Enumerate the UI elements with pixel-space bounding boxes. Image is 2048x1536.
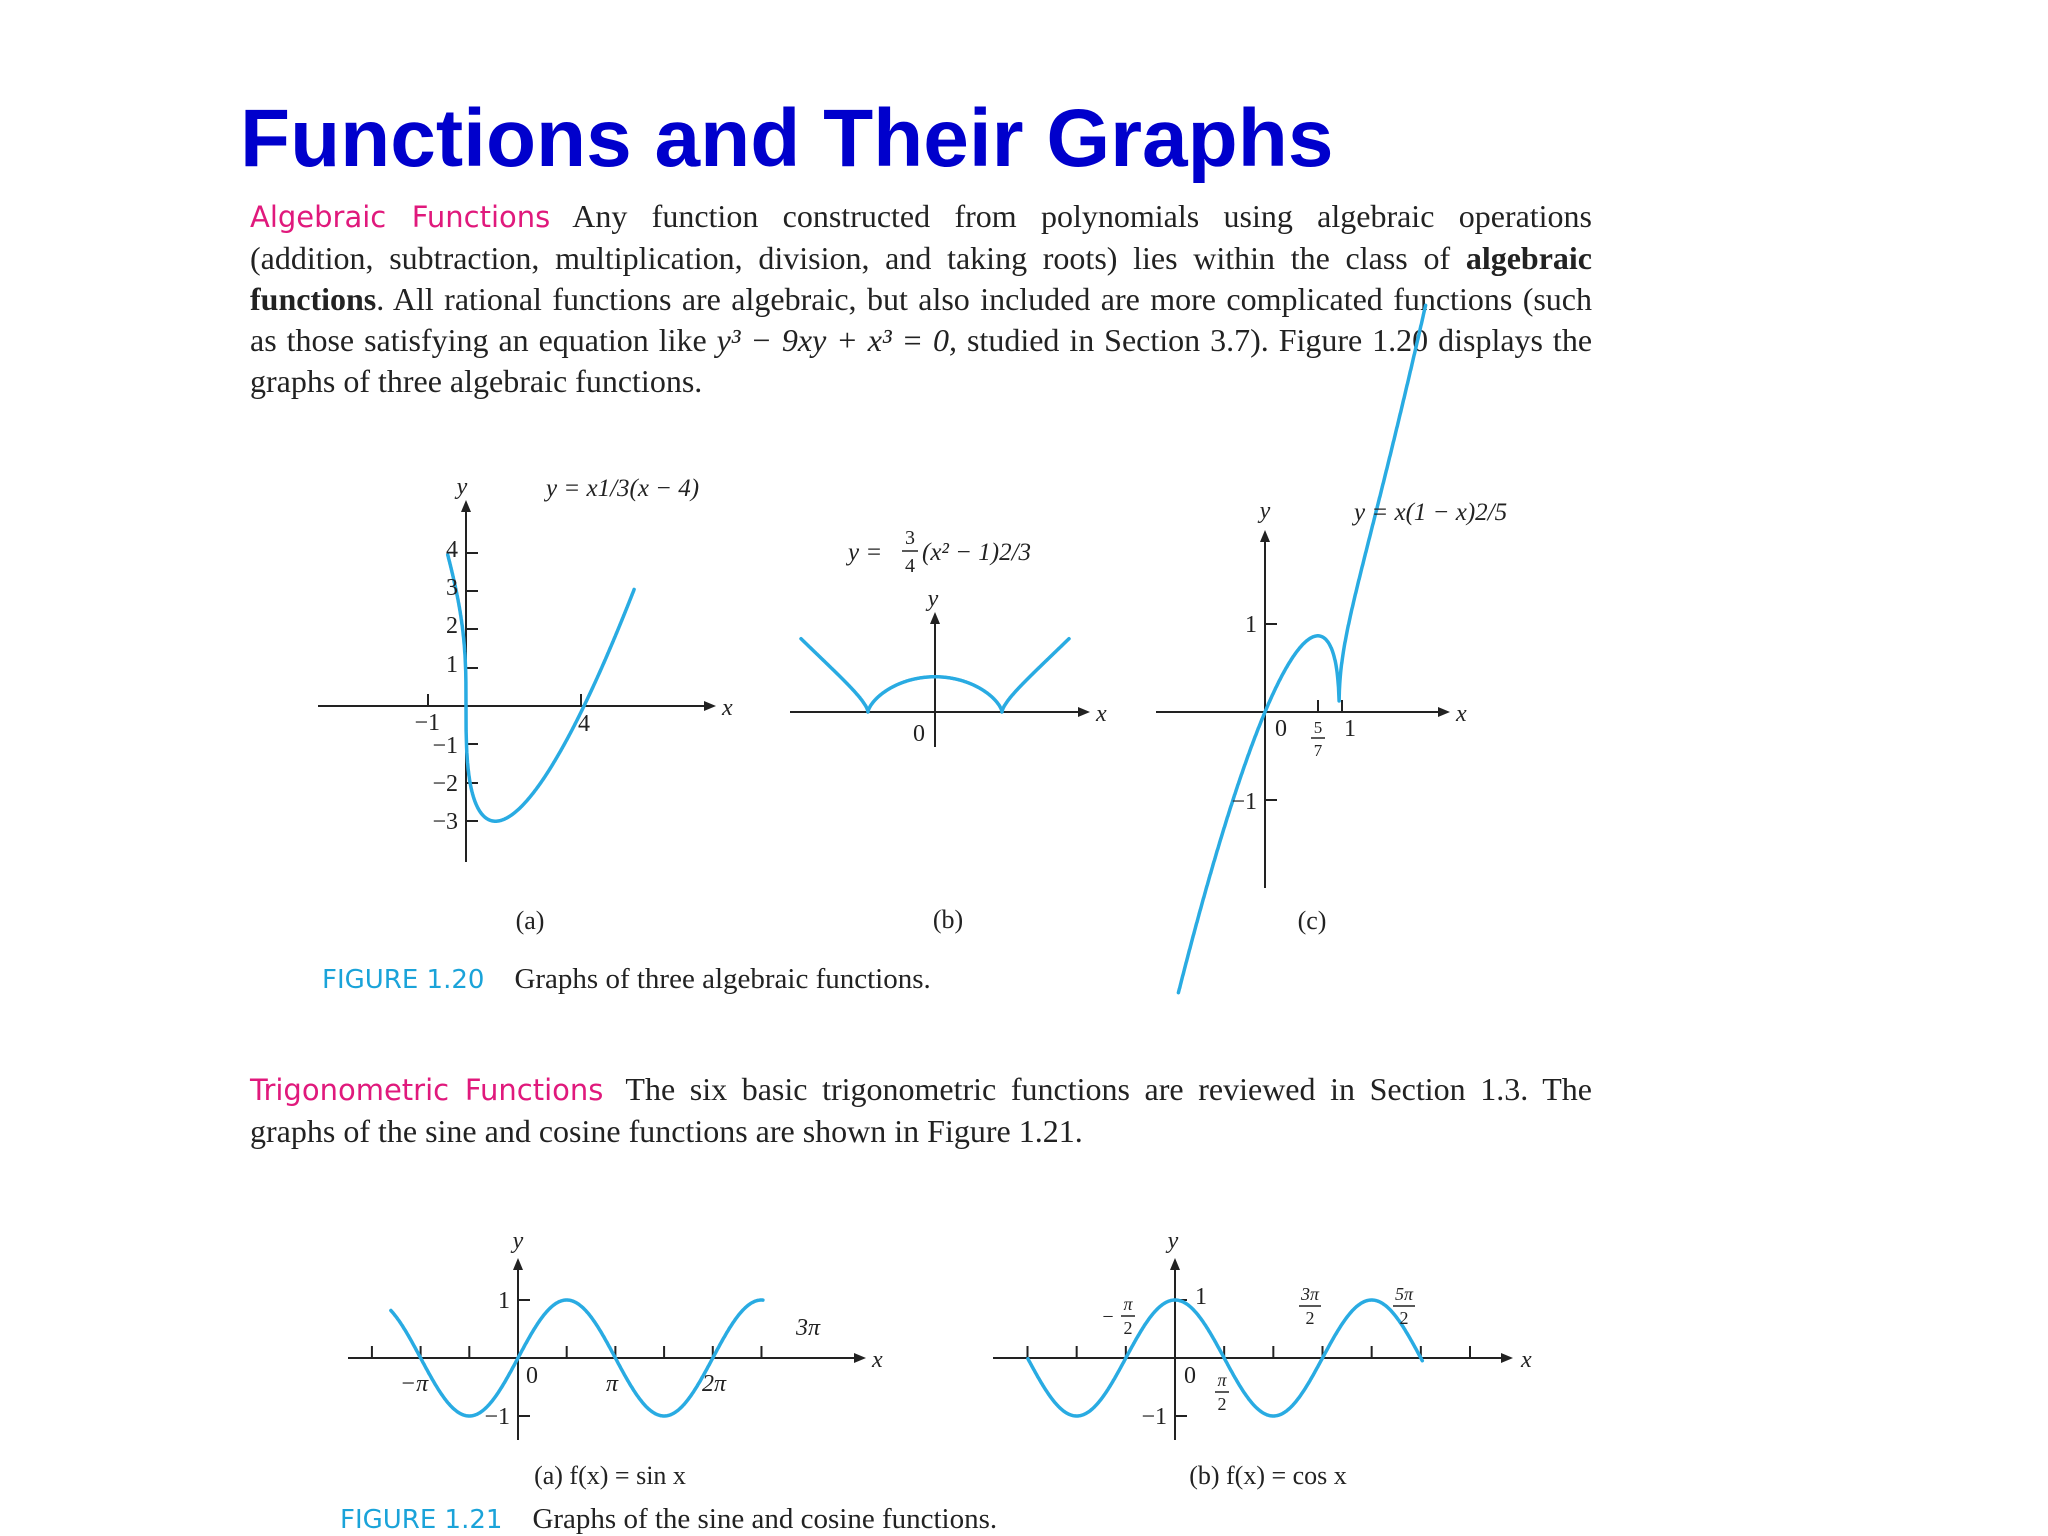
graph-a-y-tick: 3 xyxy=(446,575,458,601)
graph-b-x-arrow xyxy=(1078,707,1090,717)
graph-cos-x-arrow xyxy=(1501,1353,1513,1363)
graph-cos-frac-den: 2 xyxy=(1305,1308,1315,1328)
figure-1-20-text: Graphs of three algebraic functions. xyxy=(514,963,931,995)
graph-cos-frac-num: 5π xyxy=(1394,1284,1414,1304)
graph-cos-frac-num: π xyxy=(1123,1294,1133,1314)
graph-c-x-tick-num: 5 xyxy=(1313,718,1323,737)
slide-title: Functions and Their Graphs xyxy=(240,93,1334,184)
graph-a-x-tick: −1 xyxy=(414,710,440,736)
graph-cos-frac-den: 2 xyxy=(1399,1308,1409,1328)
graph-cos-frac-num: 3π xyxy=(1300,1284,1320,1304)
graph-sin-x-tick: π xyxy=(605,1371,619,1397)
graph-sin-label: (a) f(x) = sin x xyxy=(534,1461,686,1490)
graph-c-y-tick: 1 xyxy=(1245,612,1257,638)
graph-cos-frac-num: π xyxy=(1217,1370,1227,1390)
graph-a-y-tick: −2 xyxy=(432,771,458,797)
graph-sin-x-label: x xyxy=(872,1347,883,1373)
algebraic-text-1: Any function constructed from polynomials using algebraic operations (addition, subtraction, multiplication, division, and taking roots) lies within the class of xyxy=(250,198,1592,276)
graph-c-x-tick-den: 7 xyxy=(1313,741,1323,760)
graph-a-y-tick: −3 xyxy=(432,809,458,835)
graph-sin-y-tick: −1 xyxy=(484,1404,510,1430)
graph-c-y-tick: −1 xyxy=(1231,789,1257,815)
algebraic-functions-term: algebraic functions xyxy=(250,240,1592,317)
graph-sin-y-arrow xyxy=(513,1258,523,1270)
graph-b-frac-den: 4 xyxy=(905,555,915,577)
graph-c-label: (c) xyxy=(1297,906,1327,935)
graph-sin-x-tick: 0 xyxy=(526,1363,538,1389)
graph-cos-x-tick: 0 xyxy=(1184,1363,1196,1389)
graph-c-curve xyxy=(1178,305,1425,992)
graph-c-y-arrow xyxy=(1260,530,1270,542)
graph-b-y-label: y xyxy=(927,586,939,612)
graph-sin-x-arrow xyxy=(854,1353,866,1363)
graph-a-y-tick: 1 xyxy=(446,652,458,678)
graph-a xyxy=(318,474,733,935)
graph-cos-frac-den: 2 xyxy=(1123,1318,1133,1338)
graph-b-formula-rest: (x² − 1)2/3 xyxy=(922,539,1032,566)
graph-sin-x-tick: 2π xyxy=(701,1371,727,1397)
graph-sin-y-label: y xyxy=(512,1228,524,1254)
graph-sin-x-tick: −π xyxy=(399,1371,429,1397)
graph-b xyxy=(790,527,1107,934)
graph-b-origin: 0 xyxy=(913,721,925,747)
graph-a-x-label: x xyxy=(722,695,733,721)
figure-1-20-number: FIGURE 1.20 xyxy=(322,965,485,995)
figure-1-21-number: FIGURE 1.21 xyxy=(340,1505,503,1535)
graph-sin-x-tick: 3π xyxy=(795,1315,821,1341)
figure-1-21-text: Graphs of the sine and cosine functions. xyxy=(532,1503,998,1535)
graph-cos-y-arrow xyxy=(1170,1258,1180,1270)
figure-1-20-caption xyxy=(322,963,931,996)
graph-a-x-arrow xyxy=(704,701,716,711)
graph-a-y-tick: 4 xyxy=(446,537,458,563)
graph-c-formula: y = x(1 − x)2/5 xyxy=(1354,499,1508,526)
graph-c-x-tick: 1 xyxy=(1344,716,1356,742)
graph-a-label: (a) xyxy=(515,906,545,935)
graph-c xyxy=(1156,305,1507,992)
graph-b-label: (b) xyxy=(932,905,964,934)
graph-cos-y-label: y xyxy=(1167,1228,1179,1254)
graph-a-formula: y = x1/3(x − 4) xyxy=(546,475,700,502)
trigonometric-text: The six basic trigonometric functions are reviewed in Section 1.3. The graphs of the sine and cosine functions are shown in Figure 1.21. xyxy=(250,1071,1592,1149)
graph-cos-y-tick: 1 xyxy=(1195,1284,1207,1310)
graph-a-y-tick: −1 xyxy=(432,733,458,759)
graph-cos-label: (b) f(x) = cos x xyxy=(1189,1461,1347,1490)
graph-sin xyxy=(348,1228,883,1490)
algebraic-text-2: . All rational functions are algebraic, but also included are more complicated functions (such as those satisfying an equation like xyxy=(250,281,1592,358)
graph-a-y-label: y xyxy=(456,474,468,500)
graph-a-x-tick: 4 xyxy=(578,711,590,737)
graph-c-x-label: x xyxy=(1456,701,1467,727)
algebraic-functions-heading: Algebraic Functions xyxy=(250,200,551,234)
graph-b-formula-prefix: y = xyxy=(848,539,883,566)
graph-cos-frac-den: 2 xyxy=(1217,1394,1227,1414)
trigonometric-functions-heading: Trigonometric Functions xyxy=(250,1073,604,1107)
graph-a-y-tick: 2 xyxy=(446,613,458,639)
algebraic-equation: y³ − 9xy + x³ = 0, xyxy=(716,322,958,358)
graph-a-y-arrow xyxy=(461,500,471,512)
graph-b-frac-num: 3 xyxy=(905,527,915,549)
graph-sin-y-tick: 1 xyxy=(498,1288,510,1314)
graph-c-y-label: y xyxy=(1259,498,1271,524)
graph-cos-y-tick: −1 xyxy=(1141,1404,1167,1430)
algebraic-text-3: studied in Section 3.7). Figure 1.20 displays the graphs of three algebraic functions. xyxy=(250,322,1593,399)
graph-a-curve xyxy=(448,555,634,822)
graph-b-y-arrow xyxy=(930,612,940,624)
graph-b-x-label: x xyxy=(1096,701,1107,727)
graph-c-x-arrow xyxy=(1438,707,1450,717)
graph-cos-x-label: x xyxy=(1521,1347,1532,1373)
graph-cos xyxy=(993,1228,1532,1490)
figure-1-21-caption xyxy=(340,1503,997,1536)
graph-cos-x-tick-neg-pi-2: − xyxy=(1102,1306,1114,1328)
graph-c-x-tick: 0 xyxy=(1275,716,1287,742)
